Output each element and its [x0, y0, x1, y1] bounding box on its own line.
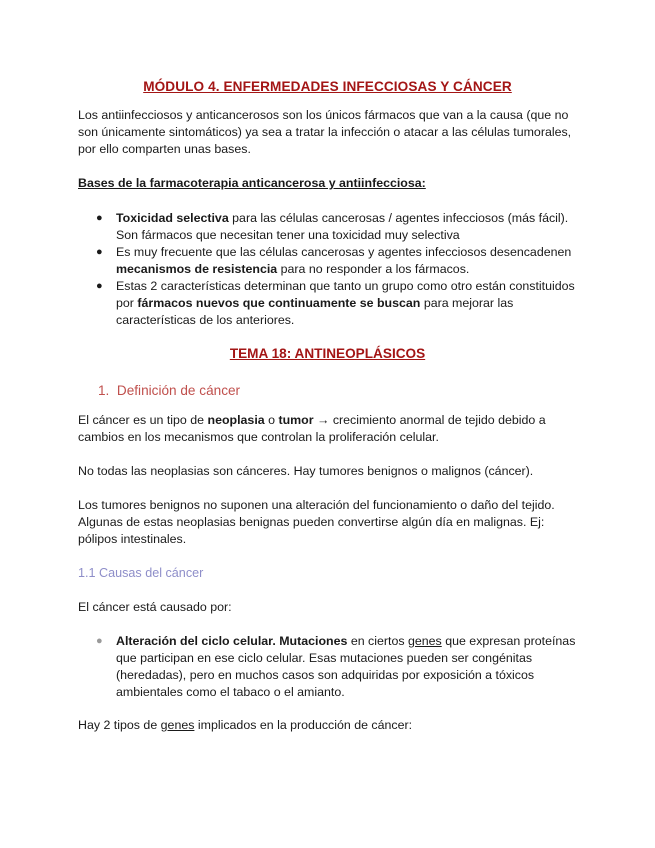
subsection-heading-causas: 1.1 Causas del cáncer	[78, 566, 204, 580]
bold-text: Toxicidad selectiva	[116, 211, 229, 225]
bold-text: neoplasia	[207, 413, 265, 427]
bases-heading: Bases de la farmacoterapia anticancerosa y antiinfecciosa:	[78, 176, 426, 190]
bullet-icon: ●	[96, 280, 103, 292]
causas-intro: El cáncer está causado por:	[78, 600, 232, 614]
bullet-icon: ●	[96, 635, 103, 647]
list-item	[96, 278, 577, 329]
section-heading-definicion	[78, 382, 577, 399]
bold-text: fármacos nuevos que continuamente se buscan	[137, 296, 421, 310]
genes-paragraph	[78, 717, 577, 734]
list-text: para las células cancerosas / agentes infecciosos (más fácil). Son fármacos que necesitan tener una toxicidad muy selectiva	[116, 211, 569, 242]
bases-list	[78, 210, 577, 329]
module-title: MÓDULO 4. ENFERMEDADES INFECCIOSAS Y CÁNCER	[143, 79, 512, 94]
tema-title: TEMA 18: ANTINEOPLÁSICOS	[229, 346, 426, 361]
list-text: Es muy frecuente que las células cancerosas y agentes infecciosos desencadenen	[116, 245, 572, 259]
list-text: Estas 2 características determinan que tanto un grupo como otro están constituidos por	[116, 279, 575, 310]
definition-paragraph	[78, 412, 577, 446]
bold-text: tumor	[278, 413, 314, 427]
bullet-icon: ●	[96, 246, 103, 258]
text-span: El cáncer es un tipo de	[78, 413, 208, 427]
underlined-text: genes	[407, 634, 442, 648]
list-text: para mejorar las características de los anteriores.	[116, 296, 514, 327]
list-text: para no responder a los fármacos.	[277, 262, 470, 276]
bold-text: Alteración del ciclo celular. Mutaciones	[116, 634, 348, 648]
text-span: implicados en la producción de cáncer:	[194, 718, 413, 732]
text-span: → crecimiento anormal de tejido debido a cambios en los mecanismos que controlan la proliferación celular.	[78, 413, 546, 444]
benignos-paragraph: Los tumores benignos no suponen una alteración del funcionamiento o daño del tejido. Algunas de estas neoplasias benignas pueden convertirse algún día en malignas. Ej: pólipos intestinales.	[78, 498, 555, 546]
text-span: que expresan proteínas que participan en ese ciclo celular. Esas mutaciones pueden ser congénitas (heredadas), pero en muchos casos son adquiridas por exposición a tóxicos ambientales como el tabaco o el amianto.	[116, 634, 576, 699]
list-item	[96, 244, 577, 278]
section-number: 1.	[98, 383, 110, 398]
intro-paragraph: Los antiinfecciosos y anticancerosos son los únicos fármacos que van a la causa (que no son únicamente sintomáticos) ya sea a tratar la infección o atacar a las células tumorales, por ello comparten unas bases.	[78, 108, 572, 156]
causas-list	[78, 633, 577, 701]
text-span: en ciertos	[347, 634, 408, 648]
neoplasias-paragraph: No todas las neoplasias son cánceres. Hay tumores benignos o malignos (cáncer).	[78, 464, 534, 478]
underlined-text: genes	[160, 718, 195, 732]
list-item	[96, 210, 577, 244]
list-item	[96, 633, 577, 701]
bold-text: mecanismos de resistencia	[116, 262, 278, 276]
section-title: Definición de cáncer	[116, 383, 241, 398]
bullet-icon: ●	[96, 212, 103, 224]
text-span: o	[264, 413, 279, 427]
text-span: Hay 2 tipos de	[78, 718, 161, 732]
